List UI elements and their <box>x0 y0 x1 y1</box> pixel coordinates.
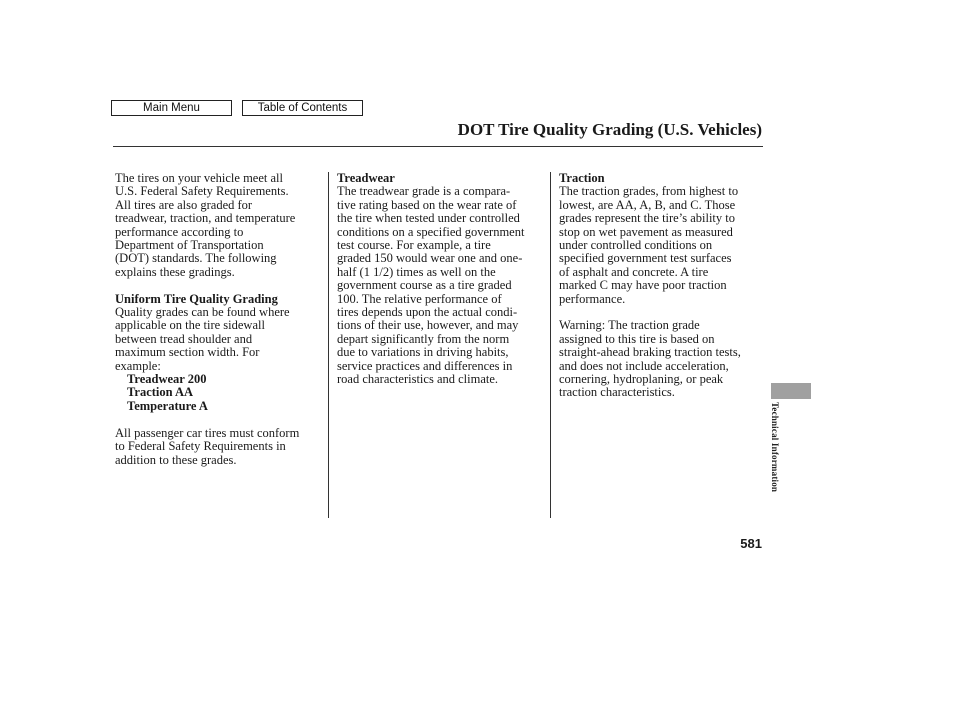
column-divider <box>550 172 551 518</box>
text-line: government course as a tire graded <box>337 278 512 293</box>
text-line: graded 150 would wear one and one- <box>337 251 523 266</box>
text-line: explains these gradings. <box>115 264 235 279</box>
traction-heading: Traction <box>559 171 605 185</box>
text-line: marked C may have poor traction <box>559 278 727 293</box>
table-of-contents-button[interactable]: Table of Contents <box>242 100 363 116</box>
text-line: treadwear, traction, and temperature <box>115 211 296 226</box>
treadwear-heading: Treadwear <box>337 171 395 185</box>
text-line: performance according to <box>115 224 244 239</box>
text-line: tires depends upon the actual condi- <box>337 305 518 320</box>
text-line: lowest, are AA, A, B, and C. Those <box>559 197 736 212</box>
text-line: U.S. Federal Safety Requirements. <box>115 184 289 199</box>
text-line: The traction grades, from highest to <box>559 184 739 199</box>
warning-line: traction characteristics. <box>559 385 675 400</box>
text-line: the tire when tested under controlled <box>337 211 520 226</box>
section-tab <box>771 383 811 399</box>
text-line: tive rating based on the wear rate of <box>337 197 517 212</box>
text-line: due to variations in driving habits, <box>337 345 509 360</box>
warning-line: cornering, hydroplaning, or peak <box>559 372 724 387</box>
text-line: stop on wet pavement as measured <box>559 224 733 239</box>
text-line: All tires are also graded for <box>115 197 253 212</box>
column-divider <box>328 172 329 518</box>
text-line: conditions on a specified government <box>337 224 525 239</box>
text-line: Department of Transportation <box>115 238 264 253</box>
text-line: addition to these grades. <box>115 452 237 467</box>
text-line: (DOT) standards. The following <box>115 251 277 266</box>
warning-line: straight-ahead braking traction tests, <box>559 345 741 360</box>
example-temperature: Temperature A <box>127 398 208 413</box>
text-line: maximum section width. For <box>115 345 260 360</box>
page-title: DOT Tire Quality Grading (U.S. Vehicles) <box>457 120 762 139</box>
text-line: specified government test surfaces <box>559 251 732 266</box>
text-line: example: <box>115 358 161 373</box>
text-line: road characteristics and climate. <box>337 372 499 387</box>
text-line: under controlled conditions on <box>559 238 713 253</box>
warning-line: Warning: The traction grade <box>559 318 700 333</box>
text-line: 100. The relative performance of <box>337 291 502 306</box>
warning-line: assigned to this tire is based on <box>559 331 715 346</box>
text-line: half (1 1/2) times as well on the <box>337 264 496 279</box>
text-line: depart significantly from the norm <box>337 331 510 346</box>
text-line: All passenger car tires must conform <box>115 425 300 440</box>
example-treadwear: Treadwear 200 <box>127 372 207 387</box>
text-line: service practices and differences in <box>337 358 513 373</box>
page-number: 581 <box>740 536 762 551</box>
text-line: tions of their use, however, and may <box>337 318 519 333</box>
text-line: The tires on your vehicle meet all <box>115 171 283 185</box>
text-line: test course. For example, a tire <box>337 238 491 253</box>
title-divider <box>113 146 763 147</box>
example-traction: Traction AA <box>127 385 194 400</box>
column-traction <box>559 172 765 400</box>
text-line: to Federal Safety Requirements in <box>115 439 286 454</box>
text-line: performance. <box>559 291 626 306</box>
text-line: grades represent the tire’s ability to <box>559 211 735 226</box>
text-line: Quality grades can be found where <box>115 305 290 320</box>
uniform-grading-heading: Uniform Tire Quality Grading <box>115 291 278 306</box>
section-tab-label: Technical Information <box>770 402 780 493</box>
column-treadwear <box>337 172 547 387</box>
text-line: of asphalt and concrete. A tire <box>559 264 709 279</box>
text-line: between tread shoulder and <box>115 331 253 346</box>
warning-line: and does not include acceleration, <box>559 358 729 373</box>
main-menu-button[interactable]: Main Menu <box>111 100 232 116</box>
text-line: The treadwear grade is a compara- <box>337 184 511 199</box>
column-intro <box>115 172 325 467</box>
text-line: applicable on the tire sidewall <box>115 318 265 333</box>
